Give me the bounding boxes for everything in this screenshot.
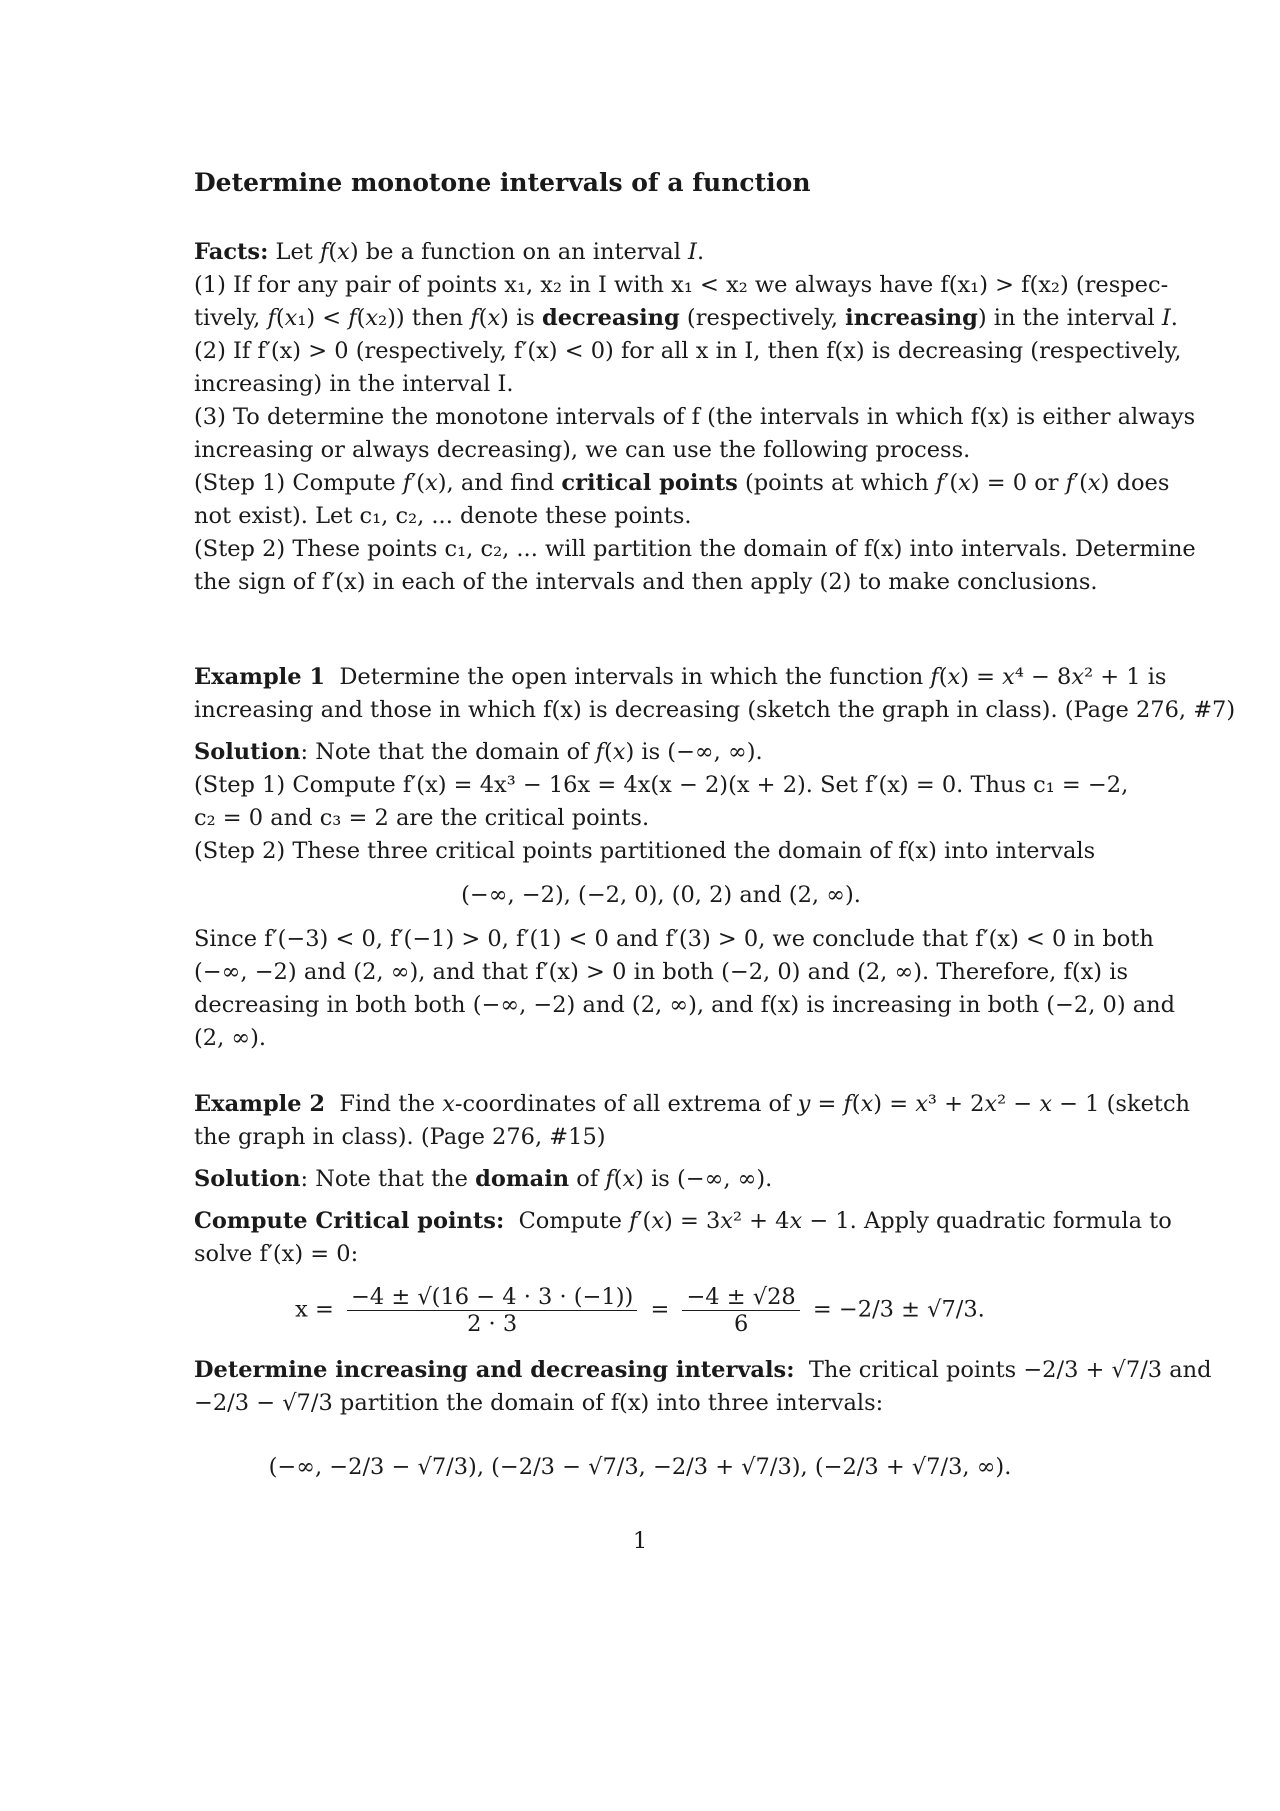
example-2-line: Solution: Note that the domain of f(x) is (−∞, ∞). bbox=[194, 1166, 773, 1192]
example-2 bbox=[194, 1088, 1191, 1271]
facts-line: (2) If f′(x) > 0 (respectively, f′(x) < 0) for all x in I, then f(x) is decreasing (respectively, bbox=[194, 338, 1182, 364]
example-1-line: Since f′(−3) < 0, f′(−1) > 0, f′(1) < 0 and f′(3) > 0, we conclude that f′(x) < 0 in both bbox=[194, 926, 1154, 952]
example-1-line: (2, ∞). bbox=[194, 1025, 267, 1051]
example-2-line: Example 2 Find the x-coordinates of all extrema of y = f(x) = x³ + 2x² − x − 1 (sketch bbox=[194, 1091, 1191, 1117]
example-1 bbox=[194, 661, 1236, 1055]
page-title: Determine monotone intervals of a function bbox=[194, 168, 811, 197]
facts-line: Facts: Let f(x) be a function on an interval I. bbox=[194, 239, 705, 265]
example-1-line: increasing and those in which f(x) is decreasing (sketch the graph in class). (Page 276, #7) bbox=[194, 697, 1236, 723]
example-1-line: decreasing in both both (−∞, −2) and (2, ∞), and f(x) is increasing in both (−2, 0) and bbox=[194, 992, 1176, 1018]
facts-line: (Step 1) Compute f′(x), and find critical points (points at which f′(x) = 0 or f′(x) does bbox=[194, 470, 1170, 496]
example-1-line: Example 1 Determine the open intervals in which the function f(x) = x⁴ − 8x² + 1 is bbox=[194, 664, 1167, 690]
formula-lhs: x = bbox=[295, 1296, 334, 1323]
facts-line: (Step 2) These points c₁, c₂, ... will partition the domain of f(x) into intervals. Determine bbox=[194, 536, 1196, 562]
example-1-line: (Step 1) Compute f′(x) = 4x³ − 16x = 4x(x − 2)(x + 2). Set f′(x) = 0. Thus c₁ = −2, bbox=[194, 772, 1129, 798]
example-2-intervals-section bbox=[194, 1354, 1212, 1420]
formula-numerator-2: −4 ± √28 bbox=[682, 1284, 799, 1311]
example-2-intervals: (−∞, −2/3 − √7/3), (−2/3 − √7/3, −2/3 + √7/3), (−2/3 + √7/3, ∞). bbox=[268, 1454, 1012, 1480]
formula-numerator-1: −4 ± √(16 − 4 · 3 · (−1)) bbox=[347, 1284, 637, 1311]
facts-line: increasing or always decreasing), we can use the following process. bbox=[194, 437, 971, 463]
example-1-line: Solution: Note that the domain of f(x) is (−∞, ∞). bbox=[194, 739, 763, 765]
example-2-line: −2/3 − √7/3 partition the domain of f(x) into three intervals: bbox=[194, 1390, 884, 1416]
facts-line: (1) If for any pair of points x₁, x₂ in I with x₁ < x₂ we always have f(x₁) > f(x₂) (respec- bbox=[194, 272, 1169, 298]
formula-result: = −2/3 ± √7/3. bbox=[812, 1296, 985, 1323]
example-2-line: the graph in class). (Page 276, #15) bbox=[194, 1124, 606, 1150]
example-1-line: c₂ = 0 and c₃ = 2 are the critical points. bbox=[194, 805, 650, 831]
example-1-line: (Step 2) These three critical points partitioned the domain of f(x) into intervals bbox=[194, 838, 1096, 864]
formula-denominator-2: 6 bbox=[733, 1311, 749, 1337]
example-2-line: Compute Critical points: Compute f′(x) = 3x² + 4x − 1. Apply quadratic formula to bbox=[194, 1208, 1172, 1234]
facts-line: the sign of f′(x) in each of the intervals and then apply (2) to make conclusions. bbox=[194, 569, 1098, 595]
facts-line: tively, f(x₁) < f(x₂)) then f(x) is decreasing (respectively, increasing) in the interval I. bbox=[194, 305, 1178, 331]
example-1-intervals: (−∞, −2), (−2, 0), (0, 2) and (2, ∞). bbox=[461, 882, 861, 908]
page-number: 1 bbox=[632, 1528, 648, 1554]
example-2-line: solve f′(x) = 0: bbox=[194, 1241, 359, 1267]
example-2-line: Determine increasing and decreasing intervals: The critical points −2/3 + √7/3 and bbox=[194, 1357, 1212, 1383]
facts-line: (3) To determine the monotone intervals of f (the intervals in which f(x) is either always bbox=[194, 404, 1196, 430]
facts-section bbox=[194, 236, 1196, 599]
example-1-line: (−∞, −2) and (2, ∞), and that f′(x) > 0 in both (−2, 0) and (2, ∞). Therefore, f(x) is bbox=[194, 959, 1128, 985]
quadratic-formula: x = $\frac{-4 \pm √(16 - 4 \cdot 3 \cdot (-1))}{2 \cdot 3}$ = $\frac{-4 \pm √28}{6}$ = −2/3 ± √7/3. bbox=[295, 1284, 985, 1337]
facts-line: increasing) in the interval I. bbox=[194, 371, 514, 397]
facts-line: not exist). Let c₁, c₂, ... denote these points. bbox=[194, 503, 692, 529]
formula-denominator-1: 2 · 3 bbox=[467, 1311, 518, 1337]
